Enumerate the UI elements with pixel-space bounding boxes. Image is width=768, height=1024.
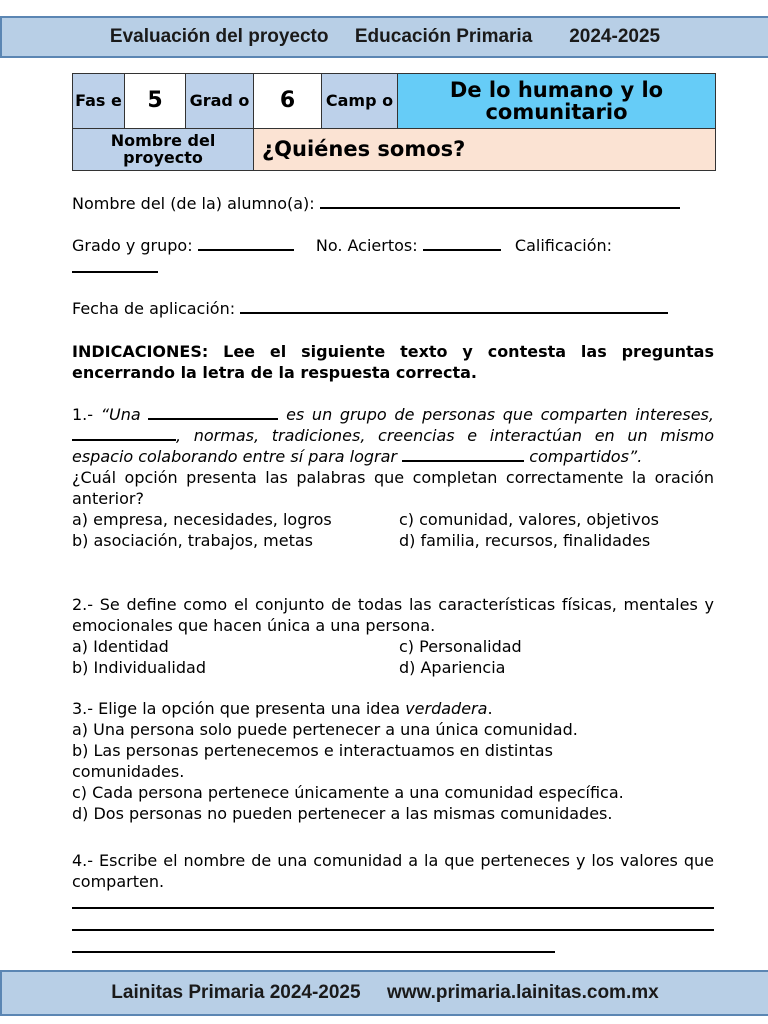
- q4-answer-line-3[interactable]: [72, 951, 555, 953]
- info-table: [72, 73, 716, 171]
- q2-option-b[interactable]: b) Individualidad: [72, 658, 206, 677]
- q1-blank-3[interactable]: [402, 446, 524, 462]
- campo-value: De lo humano y lo comunitario: [398, 74, 716, 129]
- q2-options-row-2: [72, 657, 714, 678]
- grade-blank[interactable]: [72, 257, 158, 273]
- footer-banner: [0, 970, 768, 1016]
- project-value: ¿Quiénes somos?: [254, 129, 716, 171]
- grade-blank-row: [72, 257, 158, 277]
- header-banner: [0, 16, 768, 58]
- grade-group-field: Grado y grupo: No. Aciertos: Calificación:: [72, 236, 613, 255]
- q4-answer-line-1[interactable]: [72, 907, 714, 909]
- question-3: [72, 698, 714, 824]
- campo-label: Camp o: [322, 74, 398, 129]
- fase-value: 5: [125, 74, 186, 129]
- q2-option-d[interactable]: d) Apariencia: [399, 658, 506, 677]
- question-4: 4.- Escribe el nombre de una comunidad a la que perteneces y los valores que comparten.: [72, 851, 714, 891]
- hits-blank[interactable]: [423, 235, 501, 251]
- instructions: INDICACIONES: Lee el siguiente texto y contesta las preguntas encerrando la letra de la respuesta correcta.: [72, 342, 714, 382]
- q3-text: 3.- Elige la opción que presenta una idea verdadera.: [72, 699, 493, 718]
- q2-option-a[interactable]: a) Identidad: [72, 637, 169, 656]
- q4-answer-line-2[interactable]: [72, 929, 714, 931]
- footer-url[interactable]: www.primaria.lainitas.com.mx: [386, 982, 659, 1003]
- q1-prompt: ¿Cuál opción presenta las palabras que completan correctamente la oración anterior?: [72, 468, 714, 508]
- q3-option-d[interactable]: d) Dos personas no pueden pertenecer a las mismas comunidades.: [72, 804, 613, 823]
- q2-text: 2.- Se define como el conjunto de todas las características físicas, mentales y emocionales que hacen única a una persona.: [72, 595, 714, 635]
- header-year: 2024-2025: [569, 26, 661, 47]
- footer-brand: Lainitas Primaria 2024-2025: [111, 982, 361, 1003]
- q1-options-row-1: [72, 509, 714, 530]
- date-field: Fecha de aplicación:: [72, 298, 668, 318]
- q1-blank-2[interactable]: [72, 425, 176, 441]
- header-level: Educación Primaria: [354, 26, 533, 47]
- grade-group-blank[interactable]: [198, 235, 294, 251]
- q2-options-row-1: [72, 636, 714, 657]
- date-blank[interactable]: [240, 298, 668, 314]
- q1-option-d[interactable]: d) familia, recursos, finalidades: [399, 531, 651, 550]
- q1-option-a[interactable]: a) empresa, necesidades, logros: [72, 510, 332, 529]
- q1-option-b[interactable]: b) asociación, trabajos, metas: [72, 531, 314, 550]
- header-title: Evaluación del proyecto: [109, 26, 329, 47]
- q3-option-b[interactable]: b) Las personas pertenecemos e interactuamos en distintas comunidades.: [72, 741, 553, 781]
- q2-option-c[interactable]: c) Personalidad: [399, 637, 522, 656]
- q3-option-c[interactable]: c) Cada persona pertenece únicamente a una comunidad específica.: [72, 783, 624, 802]
- q1-options-row-2: [72, 530, 714, 551]
- q1-blank-1[interactable]: [148, 404, 278, 420]
- student-name-field: Nombre del (de la) alumno(a):: [72, 193, 680, 213]
- question-1: 1.- “Una es un grupo de personas que comparten intereses, , normas, tradiciones, creencias e interactúan en un mismo espacio colaborando entre sí para lograr compartidos”. ¿Cuál opción presenta las palabras que completan correctamente la oración anterior? a) empresa, necesidades, logros c) comunidad, valores, objetivos b) asociación, trabajos, metas d) familia, recursos, finalidades: [72, 405, 714, 550]
- grado-value: 6: [254, 74, 322, 129]
- fase-label: Fas e: [73, 74, 125, 129]
- grado-label: Grad o: [186, 74, 254, 129]
- grade-label: Calificación:: [514, 236, 613, 255]
- question-2: [72, 594, 714, 678]
- project-label: Nombre del proyecto: [73, 129, 254, 171]
- hits-label: No. Aciertos:: [315, 236, 418, 255]
- q1-option-c[interactable]: c) comunidad, valores, objetivos: [399, 510, 659, 529]
- q3-option-a[interactable]: a) Una persona solo puede pertenecer a una única comunidad.: [72, 720, 578, 739]
- student-name-blank[interactable]: [320, 193, 680, 209]
